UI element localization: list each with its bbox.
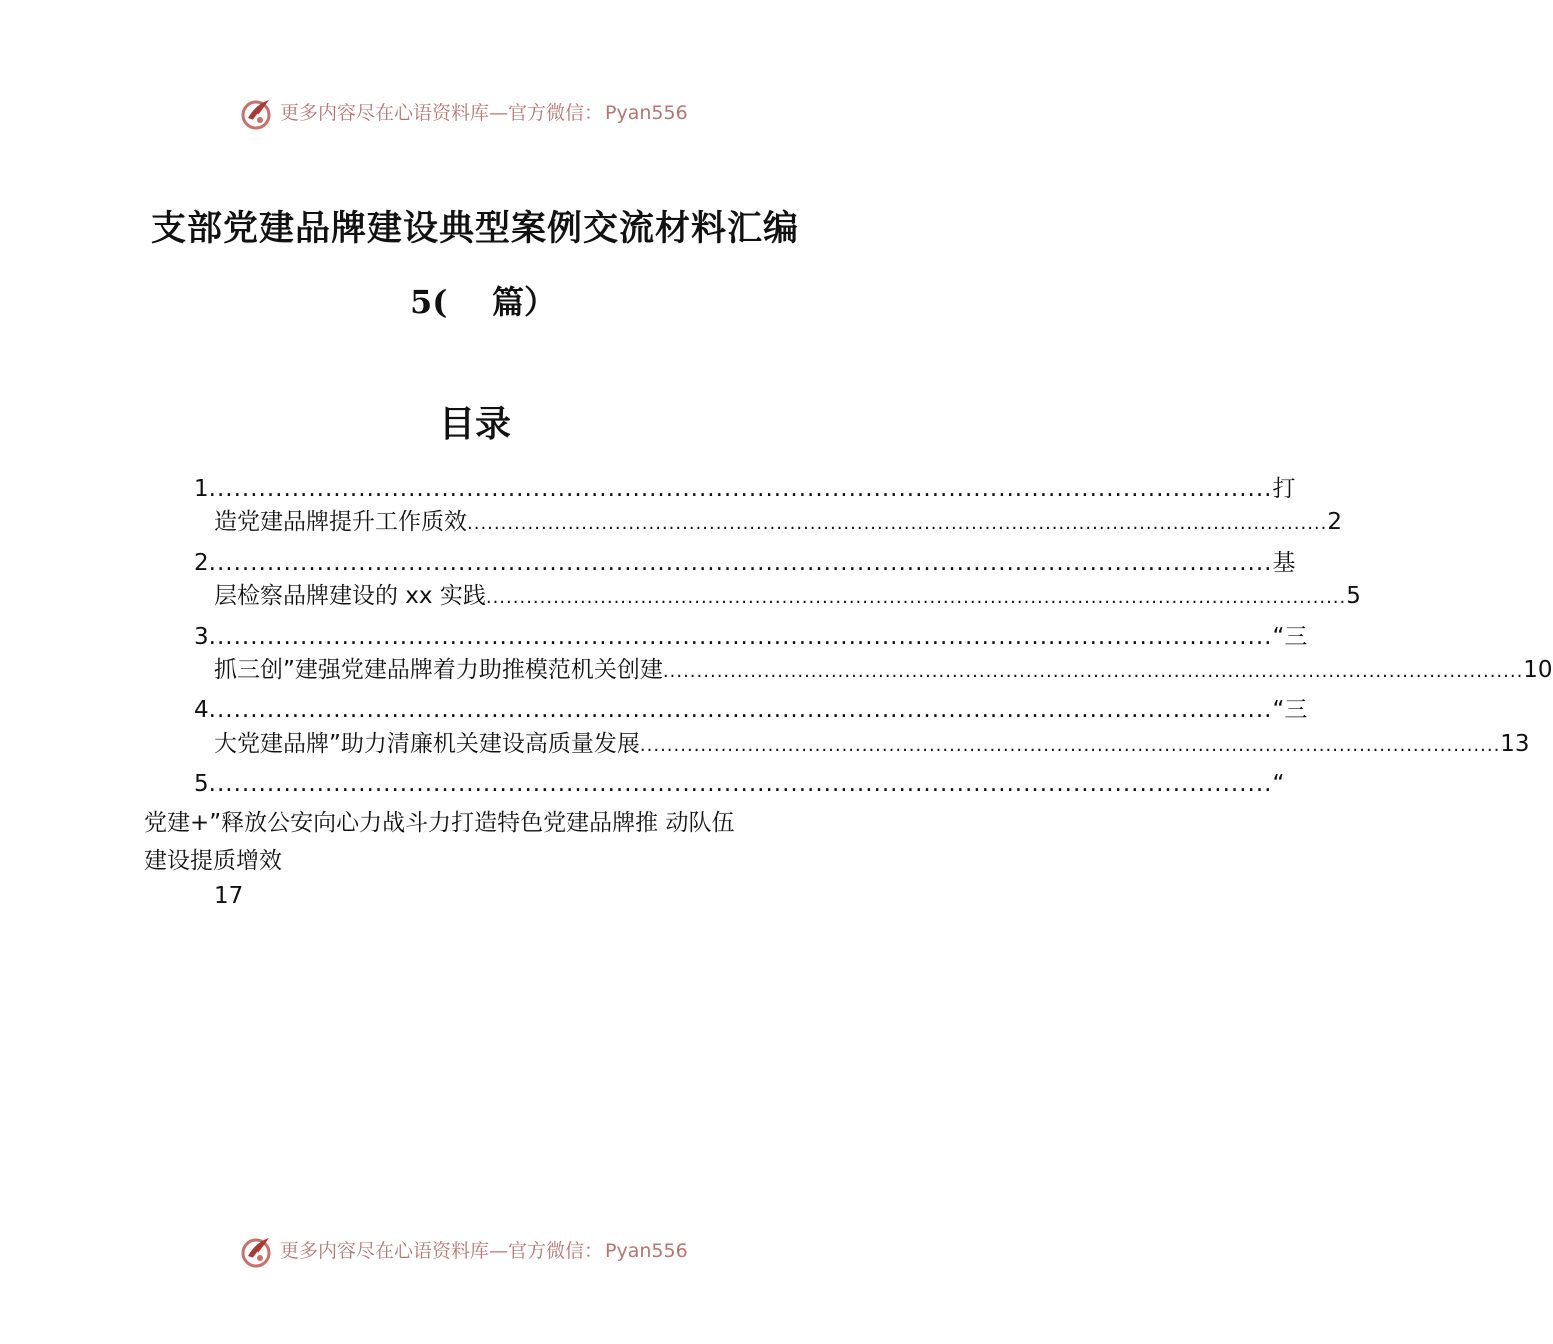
- quill-seal-logo-icon: [238, 1234, 274, 1270]
- toc-entry-1-cont[interactable]: 造党建品牌提升工作质效 ................................................................................................................................ 2: [214, 506, 810, 540]
- toc-entry-5-line-1[interactable]: 党建+”释放公安向心力战斗力打造特色党建品牌推 动队伍: [144, 810, 735, 836]
- dot-leader: ................................................................................................................................: [639, 735, 1501, 756]
- watermark-text: 更多内容尽在心语资料库—官方微信： Pyan556: [280, 1240, 688, 1262]
- toc-entry-4-cont[interactable]: 大党建品牌”助力清廉机关建设高质量发展 ................................................................................................................................ 13: [214, 728, 810, 762]
- toc-entry-4[interactable]: 4 ................................................................................................................................ “三: [194, 694, 820, 726]
- dot-leader: ................................................................................................................................: [208, 624, 1273, 650]
- dot-leader: ................................................................................................................................: [208, 550, 1273, 576]
- toc-entry-2[interactable]: 2 ................................................................................................................................ 基: [194, 547, 820, 579]
- toc-heading: 目录: [438, 403, 511, 445]
- dot-leader: ................................................................................................................................: [208, 771, 1273, 797]
- dot-leader: ................................................................................................................................: [662, 661, 1524, 682]
- toc-page-number: 2: [1327, 509, 1343, 535]
- toc-entry-2-cont[interactable]: 层检察品牌建设的 xx 实践 ................................................................................................................................ 5: [214, 580, 810, 614]
- document-title: 支部党建品牌建设典型案例交流材料汇编: [150, 208, 799, 249]
- toc-entry-3-cont[interactable]: 抓三创”建强党建品牌着力助推模范机关创建 ................................................................................................................................ 10: [214, 654, 810, 688]
- footer-watermark: [0, 1232, 950, 1272]
- header-watermark: [0, 94, 950, 134]
- toc-page-number: 17: [214, 883, 244, 909]
- quill-seal-logo-icon: [238, 96, 274, 132]
- dot-leader: ................................................................................................................................: [208, 476, 1273, 502]
- dot-leader: ................................................................................................................................: [208, 697, 1273, 723]
- document-subtitle: 5( 篇）: [410, 283, 556, 321]
- toc-entry-5[interactable]: 5 ................................................................................................................................ “: [194, 768, 790, 800]
- watermark-text: 更多内容尽在心语资料库—官方微信： Pyan556: [280, 102, 688, 124]
- toc-entry-3[interactable]: 3 ................................................................................................................................ “三: [194, 621, 820, 653]
- toc-page-number: 13: [1500, 731, 1530, 757]
- dot-leader: ................................................................................................................................: [485, 587, 1347, 608]
- toc-entry-1[interactable]: 1 ................................................................................................................................ 打: [194, 473, 820, 505]
- dot-leader: ................................................................................................................................: [467, 513, 1328, 534]
- toc-page-number: 10: [1523, 657, 1553, 683]
- toc-entry-5-line-2[interactable]: 建设提质增效: [144, 848, 282, 874]
- wechat-id: Pyan556: [605, 102, 688, 124]
- toc-page-number: 5: [1346, 583, 1361, 609]
- wechat-id: Pyan556: [605, 1240, 688, 1262]
